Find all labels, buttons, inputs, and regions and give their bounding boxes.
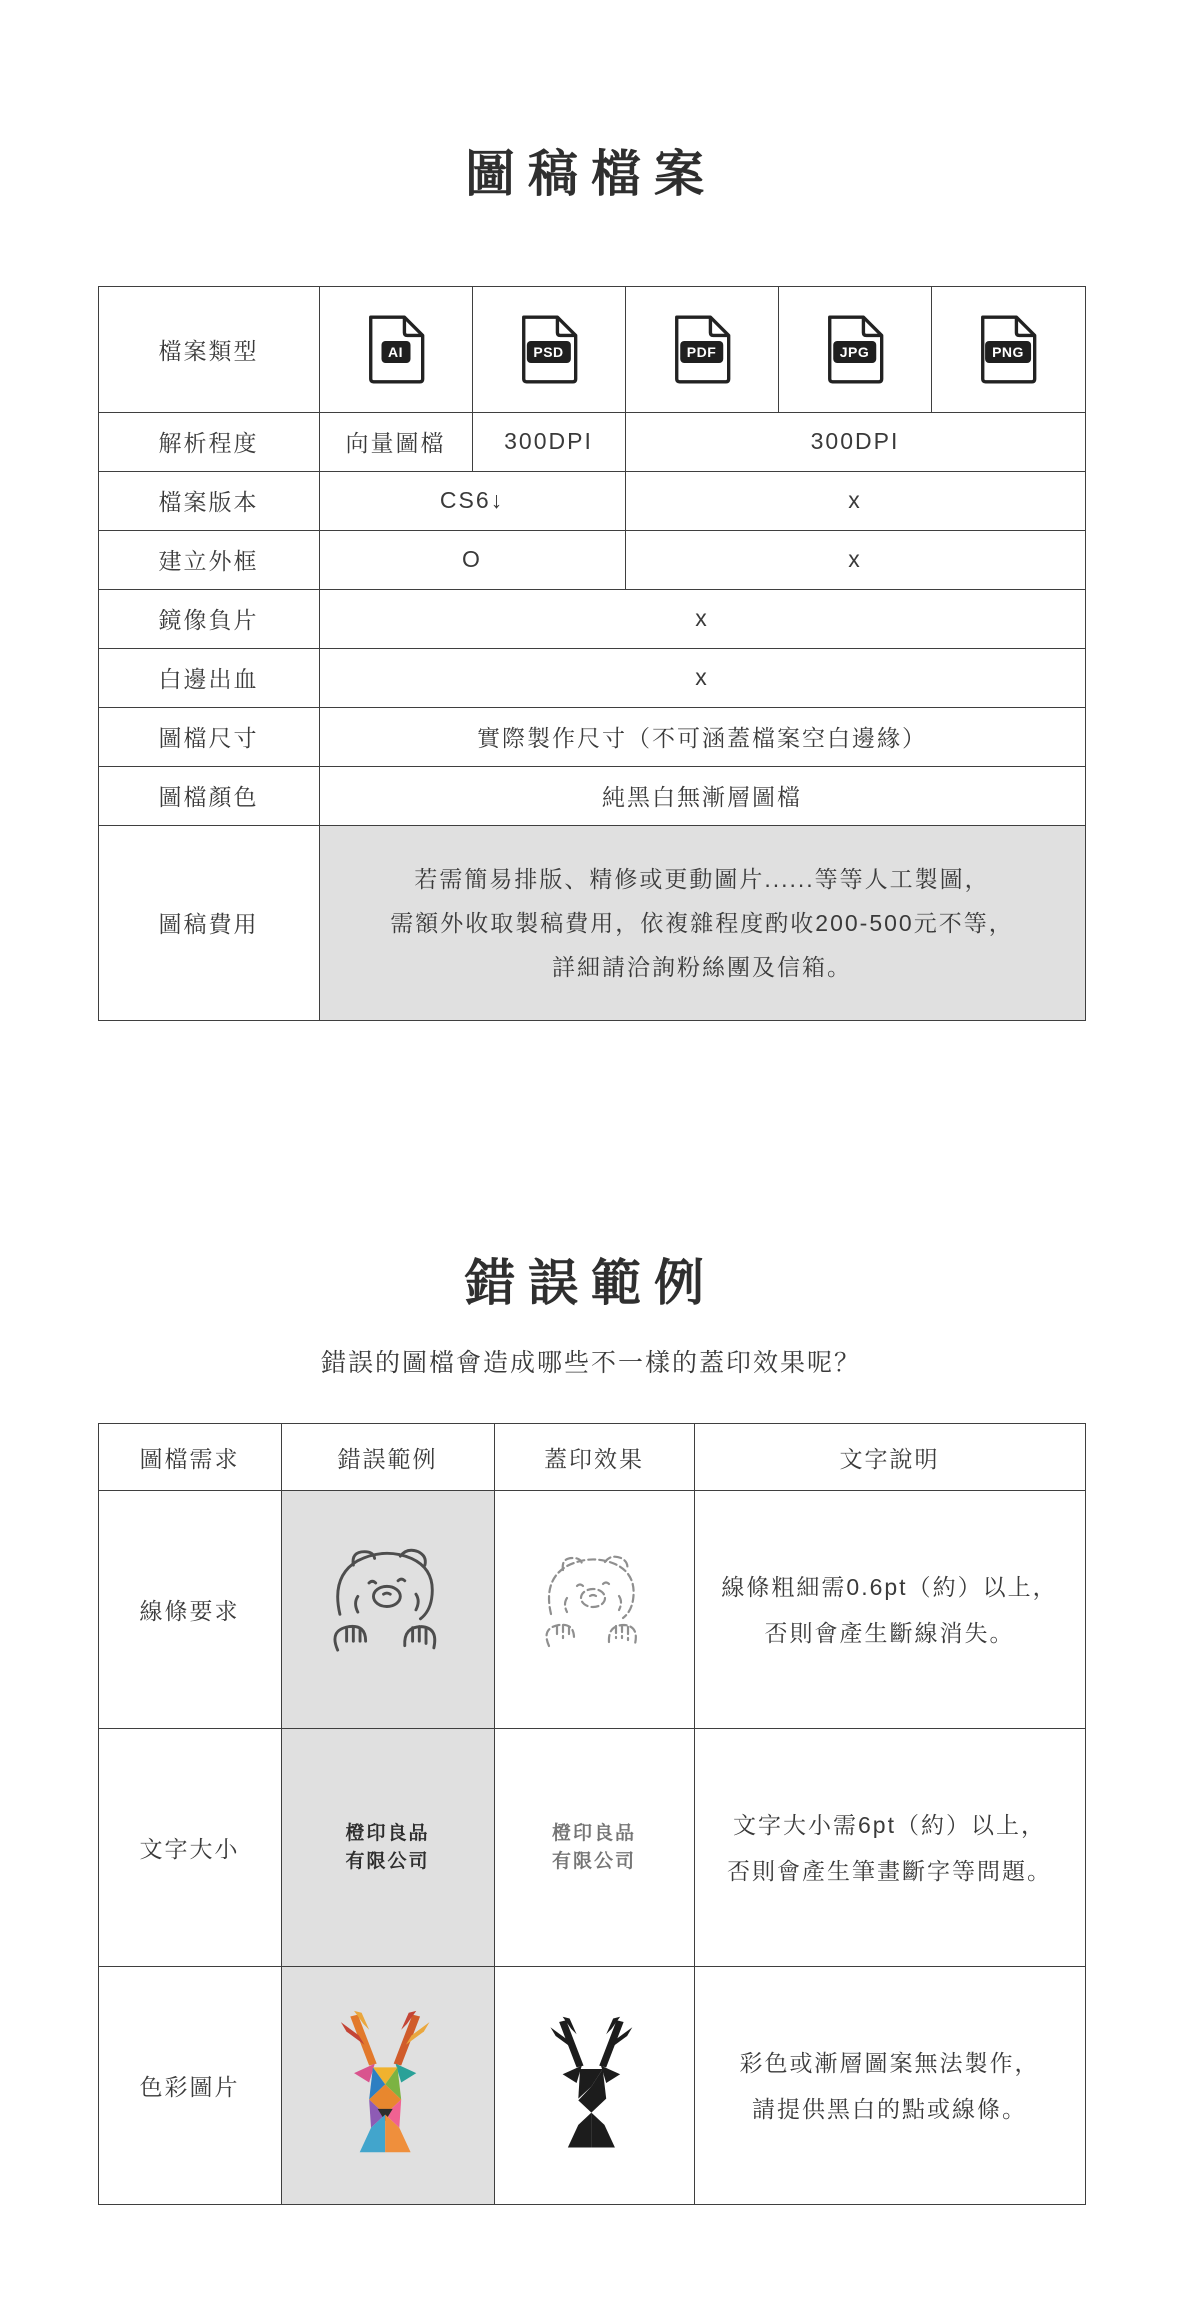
png-file-badge: PNG [985, 341, 1031, 363]
spec-row-bleed [98, 648, 1085, 707]
company-name-example [282, 1820, 494, 1876]
company-example-line-1: 橙印良品 [345, 1822, 430, 1844]
fee-note-line-3: 詳細請洽詢粉絲團及信箱。 [552, 953, 852, 980]
size-value: 實際製作尺寸（不可涵蓋檔案空白邊緣） [319, 707, 1085, 766]
spec-row-size [98, 707, 1085, 766]
version-raster-value: x [625, 471, 1085, 530]
spec-row-resolution [98, 412, 1085, 471]
text-size-desc-line-2: 否則會產生筆畫斷字等問題。 [727, 1857, 1052, 1884]
file-type-cell-jpg [778, 286, 931, 412]
requirement-line-weight: 線條要求 [98, 1491, 281, 1729]
fee-note-line-1: 若需簡易排版、精修或更動圖片......等等人工製圖， [414, 865, 990, 892]
line-weight-desc-line-2: 否則會產生斷線消失。 [764, 1619, 1015, 1646]
deer-black-stamp-icon [533, 2013, 655, 2153]
resolution-psd-value: 300DPI [472, 412, 625, 471]
outline-raster-value: x [625, 530, 1085, 589]
resolution-ai-value: 向量圖檔 [319, 412, 472, 471]
spec-table [98, 286, 1086, 1021]
color-image-desc-line-1: 彩色或漸層圖案無法製作， [739, 2049, 1040, 2076]
page-title: 圖稿檔案 [465, 145, 717, 202]
pdf-file-badge: PDF [680, 341, 724, 363]
header-error-example: 錯誤範例 [281, 1424, 494, 1491]
error-row-color-image [98, 1967, 1085, 2205]
spec-row-fee [98, 825, 1085, 1020]
spec-label-size: 圖檔尺寸 [98, 707, 319, 766]
spec-label-resolution: 解析程度 [98, 412, 319, 471]
deer-color-lowpoly-icon [322, 2007, 454, 2158]
ai-file-badge: AI [381, 341, 410, 363]
line-weight-example-cell [281, 1491, 494, 1729]
text-size-example-cell [281, 1729, 494, 1967]
error-row-line-weight [98, 1491, 1085, 1729]
spec-label-file-type: 檔案類型 [98, 286, 319, 412]
fee-note-line-2: 需額外收取製稿費用，依複雜程度酌收200-500元不等， [390, 909, 1014, 936]
section2-title: 錯誤範例 [465, 1254, 717, 1311]
psd-file-badge: PSD [526, 341, 570, 363]
error-table [98, 1423, 1086, 2205]
version-vector-value: CS6↓ [319, 471, 625, 530]
text-size-description [694, 1729, 1085, 1967]
requirement-color-image: 色彩圖片 [98, 1967, 281, 2205]
spec-label-mirror: 鏡像負片 [98, 589, 319, 648]
file-type-cell-psd [472, 286, 625, 412]
text-size-effect-cell [494, 1729, 694, 1967]
bear-sketch-icon [304, 1545, 472, 1668]
line-weight-description [694, 1491, 1085, 1729]
spec-row-version [98, 471, 1085, 530]
jpg-file-icon [824, 313, 886, 386]
fee-note-cell [319, 825, 1085, 1020]
bleed-value: x [319, 648, 1085, 707]
spec-label-color: 圖檔顏色 [98, 766, 319, 825]
spec-label-fee: 圖稿費用 [98, 825, 319, 1020]
color-image-effect-cell [494, 1967, 694, 2205]
color-image-example-cell [281, 1967, 494, 2205]
error-row-text-size [98, 1729, 1085, 1967]
spec-row-file-type [98, 286, 1085, 412]
spec-label-version: 檔案版本 [98, 471, 319, 530]
spec-row-mirror [98, 589, 1085, 648]
spec-label-bleed: 白邊出血 [98, 648, 319, 707]
error-table-header-row [98, 1424, 1085, 1491]
resolution-raster-value: 300DPI [625, 412, 1085, 471]
pdf-file-icon [671, 313, 733, 386]
jpg-file-badge: JPG [833, 341, 877, 363]
color-value: 純黑白無漸層圖檔 [319, 766, 1085, 825]
company-effect-line-1: 橙印良品 [551, 1822, 636, 1844]
ai-file-icon [365, 313, 427, 386]
company-effect-line-2: 有限公司 [551, 1850, 636, 1872]
spec-row-outline [98, 530, 1085, 589]
color-image-description [694, 1967, 1085, 2205]
file-type-cell-pdf [625, 286, 778, 412]
color-image-desc-line-2: 請提供黑白的點或線條。 [752, 2095, 1027, 2122]
section2-subtitle: 錯誤的圖檔會造成哪些不一樣的蓋印效果呢？ [320, 1349, 861, 1377]
header-requirement: 圖檔需求 [98, 1424, 281, 1491]
spec-label-outline: 建立外框 [98, 530, 319, 589]
mirror-value: x [319, 589, 1085, 648]
company-name-stamp-effect [495, 1820, 694, 1876]
header-stamp-effect: 蓋印效果 [494, 1424, 694, 1491]
spec-row-color [98, 766, 1085, 825]
png-file-icon [977, 313, 1039, 386]
file-type-cell-ai [319, 286, 472, 412]
psd-file-icon [518, 313, 580, 386]
text-size-desc-line-1: 文字大小需6pt（約）以上， [733, 1811, 1046, 1838]
outline-vector-value: O [319, 530, 625, 589]
bear-stamp-faded-icon [519, 1552, 669, 1662]
line-weight-desc-line-1: 線條粗細需0.6pt（約）以上， [721, 1573, 1058, 1600]
line-weight-effect-cell [494, 1491, 694, 1729]
file-type-cell-png [931, 286, 1085, 412]
page-content [98, 34, 1085, 2206]
company-example-line-2: 有限公司 [345, 1850, 430, 1872]
header-description: 文字說明 [694, 1424, 1085, 1491]
requirement-text-size: 文字大小 [98, 1729, 281, 1967]
